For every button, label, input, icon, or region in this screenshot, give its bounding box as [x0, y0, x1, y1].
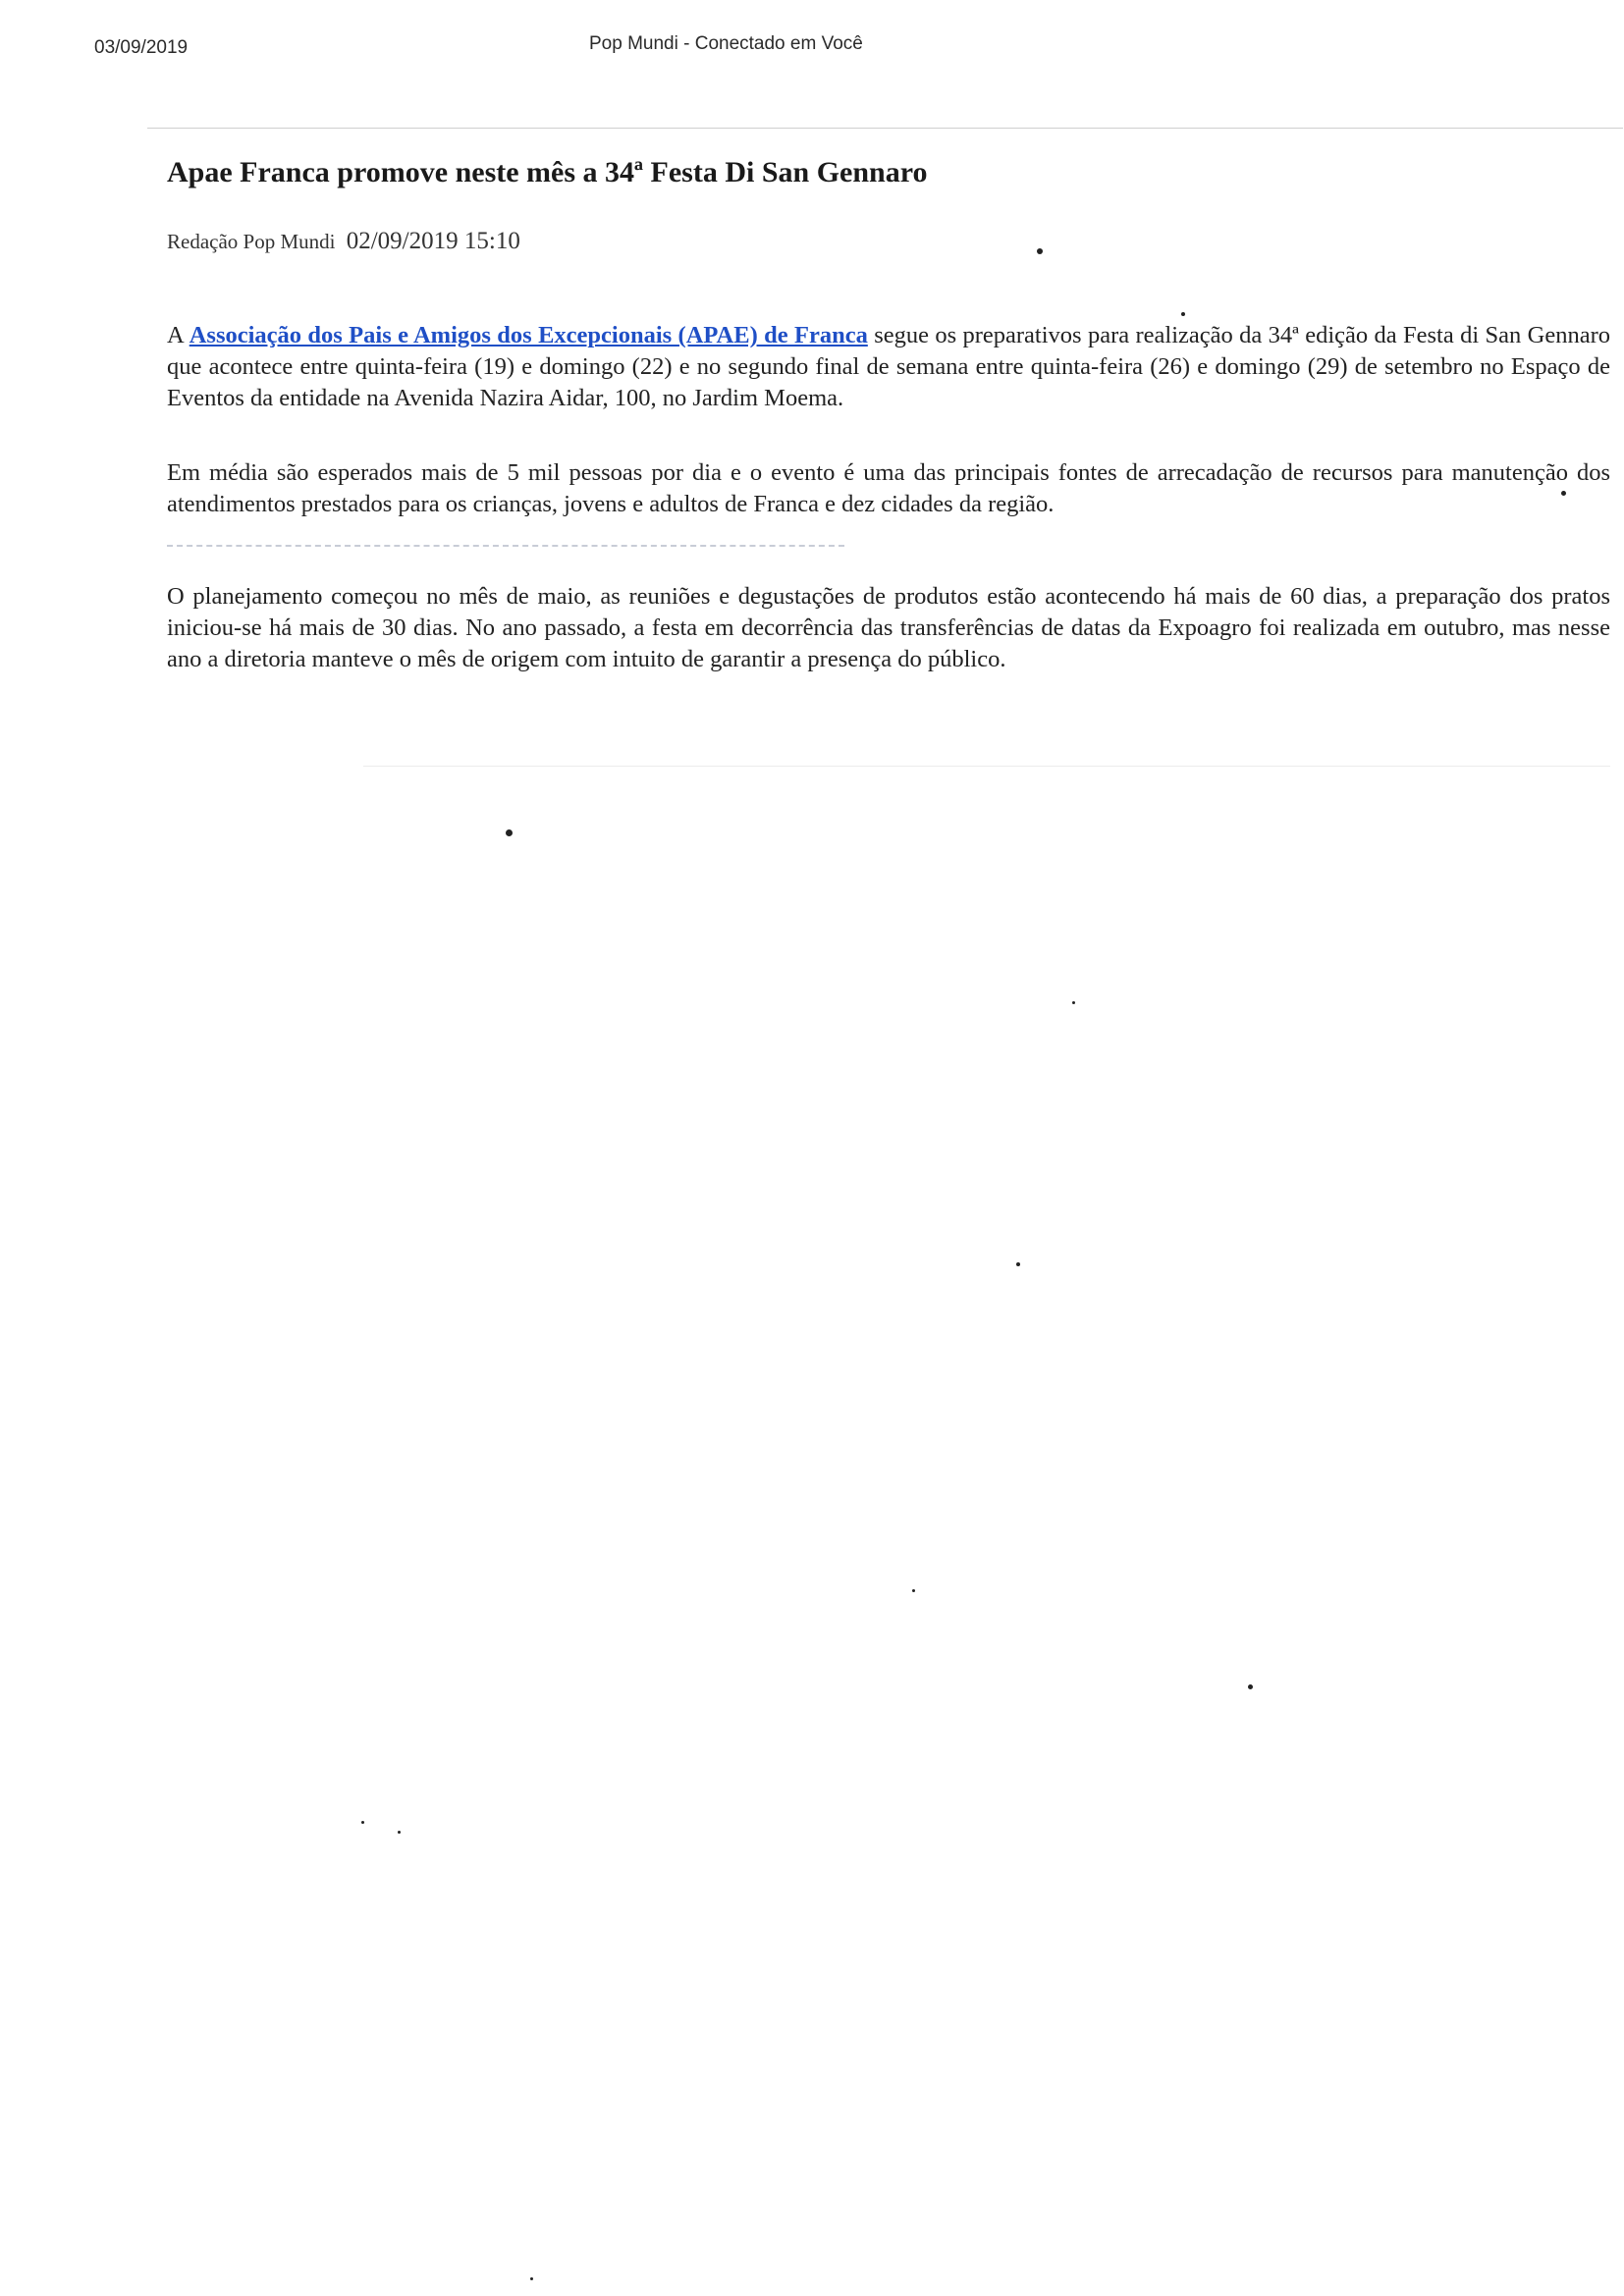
print-site-title: Pop Mundi - Conectado em Você — [589, 33, 863, 54]
byline-author: Redação Pop Mundi — [167, 230, 336, 253]
scan-speck — [398, 1831, 401, 1834]
scan-speck — [530, 2277, 533, 2280]
scan-speck — [1248, 1684, 1253, 1689]
scan-speck — [1072, 1001, 1075, 1004]
scan-speck — [1561, 491, 1566, 496]
scan-speck — [361, 1821, 364, 1824]
article-paragraph-2: Em média são esperados mais de 5 mil pessoas por dia e o evento é uma das principais fontes de arrecadação de recursos para manutenção dos atendimentos prestados para os crianças, jovens e adultos de Franca e dez cidades da região. — [167, 459, 1610, 517]
apae-link[interactable]: Associação dos Pais e Amigos dos Excepcionais (APAE) de Franca — [189, 322, 868, 348]
article-title: Apae Franca promove neste mês a 34ª Festa Di San Gennaro — [167, 156, 928, 188]
byline — [167, 228, 1610, 255]
byline-datetime: 02/09/2019 15:10 — [346, 228, 520, 254]
scan-speck — [912, 1589, 915, 1592]
header-divider — [147, 128, 1623, 129]
paragraph-1-text: segue os preparativos para realização da 34ª edição da Festa di San Gennaro que acontece entre quinta-feira (19) e domingo (22) e no segundo final de semana entre quinta-feira (26) e domingo (29) de setembro no Espaço de Eventos da entidade na Avenida Nazira Aidar, 100, no Jardim Moema. — [167, 322, 1610, 411]
faint-divider — [363, 766, 1610, 767]
print-date: 03/09/2019 — [94, 37, 189, 58]
article-paragraph-1 — [167, 320, 1610, 414]
scan-speck — [1181, 312, 1185, 316]
scan-speck — [1037, 248, 1043, 254]
scan-speck — [1016, 1262, 1020, 1266]
article — [167, 147, 1610, 675]
section-divider — [167, 545, 844, 547]
print-header — [0, 33, 1624, 63]
scan-speck — [506, 829, 513, 836]
paragraph-1-prefix: A — [167, 322, 189, 348]
article-paragraph-3: O planejamento começou no mês de maio, as reuniões e degustações de produtos estão acontecendo há mais de 60 dias, a preparação dos pratos iniciou-se há mais de 30 dias. No ano passado, a festa em decorrência das transferências de datas da Expoagro foi realizada em outubro, mas nesse ano a diretoria manteve o mês de origem com intuito de garantir a presença do público. — [167, 583, 1610, 672]
